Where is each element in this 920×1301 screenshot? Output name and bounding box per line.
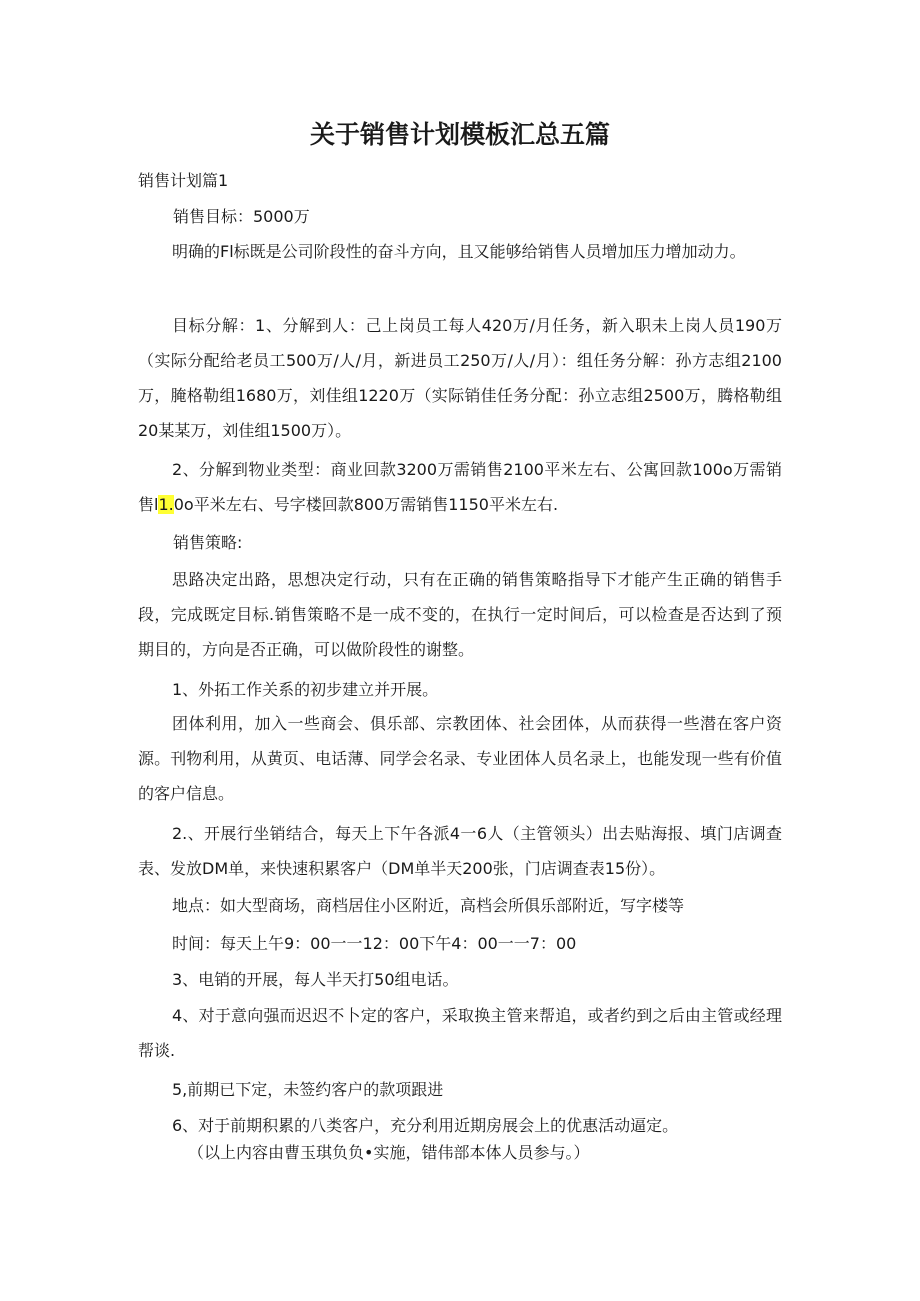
highlighted-text: 1. — [158, 495, 174, 514]
paragraph-time: 时间：每天上午9：00一一12：00下午4：00一一7：00 — [172, 934, 577, 953]
property-breakdown-text-start: 2、分解到物业类型：商业回款3200万需销售2100平米左右、公寓回款100o万需销售l — [138, 460, 782, 514]
paragraph-property-breakdown — [138, 452, 782, 522]
sales-target: 销售目标：5000万 — [173, 207, 310, 226]
paragraph-group-usage: 团体利用，加入一些商会、俱乐部、宗教团体、社会团体，从而获得一些潜在客户资源。刊物利用，从黄页、电话薄、同学会名录、专业团体人员名录上，也能发现一些有价值的客户信息。 — [138, 714, 782, 803]
paragraph-goal-meaning: 明确的Fl标既是公司阶段性的奋斗方向，且又能够给销售人员增加压力增加动力。 — [172, 242, 746, 261]
paragraph-goal-breakdown: 目标分解：1、分解到人：己上岗员工每人420万/月任务，新入职未上岗人员190万（实际分配给老员工500万/人/月，新进员工250万/人/月）：组任务分解：孙方志组2100万，腌格勒组1680万，刘佳组1220万（实际销佳任务分配：孙立志组2500万，腾格勒组20某某万，刘佳组1500万）。 — [138, 316, 782, 440]
paragraph-location: 地点：如大型商场，商档居住小区附近，高档会所俱乐部附近，写字楼等 — [172, 896, 685, 915]
paragraph-payment-followup: 5,前期已下定，未签约客户的款项跟进 — [172, 1080, 444, 1099]
section-heading: 销售计划篇1 — [138, 171, 229, 190]
property-breakdown-text-end: 0o平米左右、号字楼回款800万需销售1150平米左右. — [173, 495, 559, 514]
paragraph-strategy: 思路决定出路，思想决定行动，只有在正确的销售策略指导下才能产生正确的销售手段，完成既定目标.销售策略不是一成不变的，在执行一定时间后，可以检查是否达到了预期目的，方向是否正确，可以做阶段性的谢整。 — [138, 570, 782, 659]
paragraph-responsible-note: （以上内容由曹玉琪负负•实施，错伟部本体人员参与。） — [188, 1143, 590, 1162]
paragraph-external-work: 1、外拓工作关系的初步建立并开展。 — [172, 680, 439, 699]
paragraph-phone-sales: 3、电销的开展，每人半天打50组电话。 — [172, 970, 459, 989]
paragraph-field-sales: 2.、开展行坐销结合，每天上下午各派4一6人（主管领头）出去贴海报、填门店调查表、发放DM单，来快速积累客户（DM单半天200张，门店调查表15份）。 — [138, 824, 782, 878]
document-title: 关于销售计划模板汇总五篇 — [309, 120, 610, 149]
paragraph-housing-fair: 6、对于前期积累的八类客户，充分利用近期房展会上的优惠活动逼定。 — [172, 1116, 679, 1135]
paragraph-undecided-clients: 4、对于意向强而迟迟不卜定的客户，采取换主管来帮追，或者约到之后由主管或经理帮谈. — [138, 1006, 782, 1060]
strategy-heading: 销售策略: — [173, 533, 243, 552]
